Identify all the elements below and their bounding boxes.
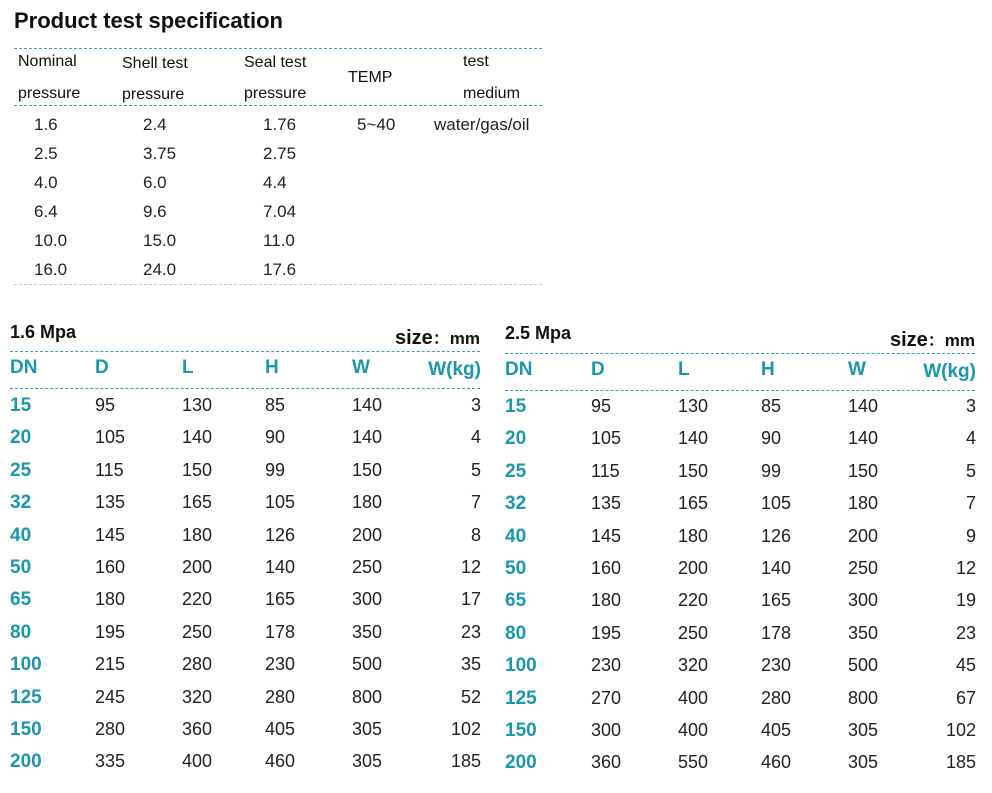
dimension-cell: 300 — [352, 589, 383, 610]
size-unit-text: ：mm — [927, 331, 975, 350]
dimension-cell: 145 — [95, 524, 126, 545]
dimension-cell: 150 — [352, 459, 383, 480]
spec-cell-shell: 6.0 — [143, 173, 167, 192]
dn-cell: 20 — [10, 427, 32, 449]
dimension-cell: 180 — [591, 590, 622, 611]
weight-cell: 9 — [965, 525, 976, 546]
column-header: W(kg) — [923, 361, 976, 382]
dimension-cell: 305 — [352, 719, 383, 739]
dimension-cell: 180 — [95, 589, 126, 610]
column-header: W(kg) — [428, 359, 481, 380]
weight-cell: 102 — [945, 720, 976, 740]
dn-cell: 50 — [505, 558, 527, 579]
dimension-cell: 200 — [848, 525, 879, 546]
dimension-cell: 105 — [265, 492, 296, 513]
dimension-cell: 150 — [182, 459, 213, 480]
dimension-cell: 250 — [182, 621, 213, 642]
dimension-cell: 400 — [678, 687, 709, 708]
dn-cell: 15 — [505, 396, 527, 417]
dimension-cell: 230 — [761, 655, 792, 676]
dimension-cell: 300 — [848, 590, 879, 611]
spec-cell-shell: 15.0 — [143, 231, 177, 250]
dimension-cell: 350 — [848, 622, 879, 643]
dimension-cell: 200 — [182, 557, 213, 577]
dimension-cell: 140 — [761, 558, 792, 578]
dn-cell: 32 — [10, 492, 32, 514]
dimension-cell: 130 — [678, 396, 709, 416]
dn-cell: 40 — [505, 525, 527, 547]
spec-divider-header — [14, 105, 542, 106]
dimension-cell: 140 — [352, 427, 383, 448]
page-title: Product test specification — [14, 8, 283, 33]
dimension-cell: 400 — [678, 720, 709, 740]
dimension-cell: 115 — [95, 459, 124, 480]
weight-cell: 5 — [470, 459, 481, 480]
column-header: W — [352, 357, 370, 378]
weight-cell: 23 — [955, 622, 976, 643]
dimension-cell: 180 — [678, 525, 709, 546]
spec-cell-nominal: 2.5 — [34, 144, 58, 163]
dimension-cell: 250 — [352, 557, 383, 577]
dimension-cell: 135 — [95, 492, 126, 513]
spec-cell-seal: 17.6 — [263, 260, 297, 279]
dimension-cell: 405 — [761, 720, 792, 740]
table-divider-header — [505, 390, 975, 391]
weight-cell: 4 — [965, 428, 976, 449]
dimension-cell: 85 — [265, 395, 286, 415]
table-title: 2.5 Mpa — [505, 323, 572, 343]
dimension-cell: 150 — [678, 460, 709, 481]
dn-cell: 25 — [10, 459, 32, 481]
dimension-cell: 280 — [265, 686, 296, 707]
dimension-cell: 280 — [761, 687, 792, 708]
spec-cell-seal: 7.04 — [263, 202, 297, 221]
dn-cell: 32 — [505, 493, 527, 515]
dimension-cell: 165 — [182, 492, 213, 513]
spec-header-shell-1: Shell test — [122, 55, 188, 72]
dimension-cell: 150 — [848, 460, 879, 481]
size-label-text: size — [889, 329, 928, 351]
weight-cell: 17 — [460, 589, 481, 610]
weight-cell: 35 — [460, 654, 481, 675]
dn-cell: 100 — [505, 655, 537, 677]
dn-cell: 65 — [10, 589, 32, 611]
dimension-cell: 180 — [182, 524, 213, 545]
spec-header-nominal-1: Nominal — [18, 53, 77, 70]
dimension-cell: 300 — [591, 720, 622, 740]
dimension-cell: 305 — [352, 751, 383, 772]
dimension-cell: 165 — [761, 590, 792, 611]
spec-header-seal-2: pressure — [244, 85, 307, 102]
dimension-cell: 90 — [265, 427, 286, 448]
dimension-cell: 270 — [591, 687, 622, 708]
column-header: L — [678, 359, 690, 380]
dimension-cell: 195 — [95, 621, 126, 642]
spec-header-shell-2: pressure — [122, 86, 185, 103]
dimension-cell: 126 — [265, 524, 296, 545]
dimension-cell: 335 — [95, 751, 126, 772]
weight-cell: 19 — [955, 590, 976, 611]
spec-medium-value: water/gas/oil — [434, 115, 530, 134]
table-divider-top — [10, 351, 480, 352]
weight-cell: 4 — [470, 427, 481, 448]
column-header: DN — [10, 357, 38, 378]
dimension-cell: 200 — [678, 558, 709, 578]
spec-cell-shell: 2.4 — [143, 115, 167, 134]
dimension-cell: 145 — [591, 525, 622, 546]
dn-cell: 150 — [10, 719, 42, 740]
dimension-cell: 220 — [678, 590, 709, 611]
dimension-cell: 160 — [95, 557, 126, 577]
dimension-cell: 230 — [265, 654, 296, 675]
dimension-cell: 165 — [265, 589, 296, 610]
dimension-cell: 140 — [678, 428, 709, 449]
weight-cell: 102 — [450, 719, 481, 739]
weight-cell: 23 — [460, 621, 481, 642]
dimension-cell: 245 — [95, 686, 126, 707]
dimension-cell: 250 — [678, 622, 709, 643]
size-label-text: size — [394, 327, 433, 349]
dimension-cell: 140 — [182, 427, 213, 448]
weight-cell: 45 — [955, 655, 976, 676]
dimension-cell: 180 — [352, 492, 383, 513]
dimension-cell: 460 — [761, 752, 792, 773]
dimension-cell: 360 — [591, 752, 622, 773]
weight-cell: 8 — [470, 524, 481, 545]
spec-cell-seal: 11.0 — [263, 231, 295, 250]
spec-cell-nominal: 4.0 — [34, 173, 58, 192]
dimension-cell: 405 — [265, 719, 296, 739]
weight-cell: 7 — [470, 492, 481, 513]
column-header: H — [265, 357, 279, 378]
dn-cell: 25 — [505, 460, 527, 482]
size-unit-text: ：mm — [432, 329, 480, 348]
dimension-cell: 99 — [265, 459, 286, 480]
weight-cell: 7 — [965, 493, 976, 514]
dimension-cell: 195 — [591, 622, 622, 643]
dimension-cell: 280 — [95, 719, 126, 739]
dimension-cell: 320 — [182, 686, 213, 707]
dimension-cell: 178 — [761, 622, 792, 643]
dimension-cell: 140 — [352, 395, 383, 415]
spec-cell-nominal: 1.6 — [34, 115, 58, 134]
spec-divider-bottom — [14, 284, 542, 285]
dimension-cell: 95 — [95, 395, 116, 415]
spec-cell-nominal: 10.0 — [34, 231, 68, 250]
weight-cell: 12 — [955, 558, 976, 578]
weight-cell: 185 — [945, 752, 976, 773]
dn-cell: 200 — [505, 752, 537, 774]
dimension-cell: 115 — [591, 460, 620, 481]
dimension-cell: 305 — [848, 720, 879, 740]
spec-header-medium-2: medium — [463, 85, 520, 102]
column-header: DN — [505, 359, 533, 380]
dimension-cell: 550 — [678, 752, 709, 773]
dimension-cell: 160 — [591, 558, 622, 578]
size-unit-label — [395, 324, 480, 350]
column-header: D — [95, 357, 109, 378]
spec-cell-shell: 9.6 — [143, 202, 167, 221]
table-divider-header — [10, 388, 480, 389]
spec-cell-seal: 4.4 — [263, 173, 287, 192]
dn-cell: 80 — [505, 622, 527, 644]
spec-header-nominal-2: pressure — [18, 85, 81, 102]
dimension-cell: 140 — [265, 557, 296, 577]
dimension-cell: 220 — [182, 589, 213, 610]
dimension-cell: 180 — [848, 493, 879, 514]
dn-cell: 15 — [10, 395, 32, 416]
dn-cell: 125 — [505, 687, 537, 709]
column-header: H — [761, 359, 775, 380]
dimension-cell: 135 — [591, 493, 622, 514]
table-divider-top — [505, 353, 975, 354]
dimension-cell: 165 — [678, 493, 709, 514]
dimension-cell: 85 — [761, 396, 782, 416]
dimension-cell: 250 — [848, 558, 879, 578]
dimension-cell: 500 — [848, 655, 879, 676]
dn-cell: 65 — [505, 590, 527, 612]
weight-cell: 52 — [460, 686, 481, 707]
weight-cell: 185 — [450, 751, 481, 772]
dn-cell: 20 — [505, 428, 527, 450]
dn-cell: 150 — [505, 720, 537, 741]
dimension-cell: 400 — [182, 751, 213, 772]
dn-cell: 125 — [10, 686, 42, 708]
spec-divider-top — [14, 48, 542, 49]
dimension-cell: 105 — [761, 493, 792, 514]
dimension-cell: 320 — [678, 655, 709, 676]
dimension-cell: 90 — [761, 428, 782, 449]
weight-cell: 12 — [460, 557, 481, 577]
dimension-cell: 126 — [761, 525, 792, 546]
dimension-cell: 200 — [352, 524, 383, 545]
dimension-cell: 230 — [591, 655, 622, 676]
dn-cell: 40 — [10, 524, 32, 546]
dimension-cell: 215 — [95, 654, 126, 675]
table-title: 1.6 Mpa — [10, 322, 77, 342]
dimension-cell: 800 — [848, 687, 879, 708]
dimension-cell: 140 — [848, 428, 879, 449]
dimension-cell: 130 — [182, 395, 213, 415]
dimension-cell: 360 — [182, 719, 213, 739]
dimension-cell: 178 — [265, 621, 296, 642]
size-unit-label — [890, 326, 975, 352]
weight-cell: 67 — [955, 687, 976, 708]
dimension-cell: 140 — [848, 396, 879, 416]
spec-header-medium-1: test — [463, 53, 489, 70]
dimension-cell: 105 — [591, 428, 622, 449]
spec-header-seal-1: Seal test — [244, 54, 307, 71]
column-header: D — [591, 359, 605, 380]
dn-cell: 100 — [10, 654, 42, 676]
weight-cell: 5 — [965, 460, 976, 481]
dn-cell: 200 — [10, 751, 42, 773]
spec-cell-nominal: 6.4 — [34, 202, 58, 221]
spec-cell-nominal: 16.0 — [34, 260, 68, 279]
spec-cell-seal: 2.75 — [263, 144, 297, 163]
spec-header-temp: TEMP — [348, 69, 393, 86]
spec-cell-shell: 3.75 — [143, 144, 177, 163]
dimension-cell: 460 — [265, 751, 296, 772]
column-header: W — [848, 359, 866, 380]
column-header: L — [182, 357, 194, 378]
dimension-cell: 99 — [761, 460, 782, 481]
dimension-cell: 500 — [352, 654, 383, 675]
spec-cell-seal: 1.76 — [263, 115, 297, 134]
dimension-cell: 800 — [352, 686, 383, 707]
spec-temp-value: 5~40 — [357, 115, 396, 134]
dimension-cell: 305 — [848, 752, 879, 773]
dimension-cell: 95 — [591, 396, 612, 416]
weight-cell: 3 — [470, 395, 481, 415]
dimension-cell: 105 — [95, 427, 126, 448]
dn-cell: 80 — [10, 621, 32, 643]
spec-cell-shell: 24.0 — [143, 260, 177, 279]
dn-cell: 50 — [10, 557, 32, 578]
dimension-cell: 350 — [352, 621, 383, 642]
dimension-cell: 280 — [182, 654, 213, 675]
weight-cell: 3 — [965, 396, 976, 416]
